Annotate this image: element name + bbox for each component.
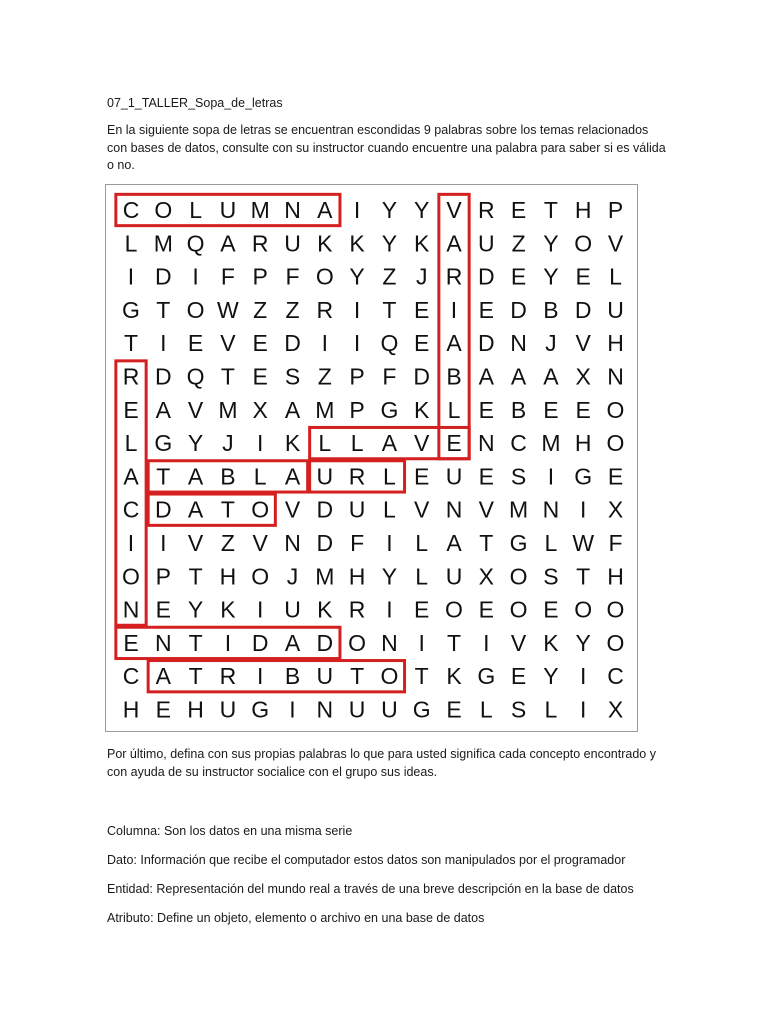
grid-letter: I (289, 696, 296, 723)
grid-letter: I (386, 596, 393, 623)
grid-letter: G (122, 296, 140, 323)
grid-letter: E (446, 430, 462, 457)
grid-letter: U (219, 197, 237, 223)
grid-letter: V (414, 496, 430, 523)
grid-letter: I (580, 496, 587, 523)
definition-term: Dato: (107, 853, 137, 867)
grid-letter: E (575, 396, 591, 423)
definition-term: Atributo: (107, 911, 154, 925)
grid-letter: N (316, 696, 334, 723)
grid-letter: T (414, 663, 429, 690)
grid-letter: R (348, 463, 366, 490)
grid-letter: E (478, 596, 494, 623)
grid-letter: A (123, 463, 139, 490)
grid-letter: J (286, 563, 299, 590)
grid-letter: Z (317, 363, 332, 390)
grid-letter: E (510, 663, 527, 690)
grid-letter: Y (575, 629, 591, 656)
grid-letter: Q (380, 330, 399, 357)
grid-letter: O (122, 563, 140, 590)
grid-letter: C (607, 663, 624, 690)
closing-paragraph: Por último, defina con sus propias palabras lo que para usted significa cada concepto encontrado y con ayuda de su instructor socialice con el grupo sus ideas. (107, 747, 656, 779)
grid-letter: K (446, 663, 462, 690)
grid-letter: E (510, 197, 527, 223)
grid-letter: H (574, 430, 592, 457)
grid-letter: O (509, 596, 528, 623)
definition-dato (107, 853, 625, 867)
grid-letter: I (321, 330, 328, 357)
grid-letter: J (415, 263, 428, 290)
grid-letter: V (575, 330, 591, 357)
grid-letter: M (509, 496, 529, 523)
grid-letter: T (576, 563, 591, 590)
grid-letter: Q (186, 363, 205, 390)
grid-letter: U (348, 696, 366, 723)
grid-letter: Y (543, 663, 559, 690)
grid-letter: U (477, 230, 495, 257)
grid-letter: E (123, 396, 139, 423)
grid-letter: E (478, 463, 494, 490)
grid-letter: L (544, 530, 558, 556)
grid-letter: D (316, 530, 334, 556)
grid-letter: A (284, 396, 301, 423)
grid-letter: O (445, 596, 463, 623)
grid-letter: B (543, 296, 559, 323)
grid-letter: U (284, 230, 301, 257)
grid-letter: I (547, 463, 555, 490)
grid-letter: I (386, 530, 393, 556)
grid-letter: E (414, 296, 430, 323)
grid-letter: L (350, 430, 364, 457)
grid-letter: L (318, 430, 332, 457)
grid-letter: N (607, 363, 624, 390)
grid-letter: A (446, 230, 462, 257)
grid-letter: C (122, 197, 140, 223)
grid-letter: I (224, 629, 232, 656)
grid-letter: G (380, 396, 399, 423)
grid-letter: Y (187, 596, 204, 623)
grid-letter: R (122, 363, 140, 390)
grid-letter: M (250, 197, 270, 223)
grid-letter: I (127, 530, 135, 556)
grid-letter: F (220, 263, 235, 290)
grid-letter: I (580, 696, 587, 723)
grid-letter: R (219, 663, 237, 690)
grid-letter: L (479, 696, 493, 723)
grid-letter: E (414, 596, 430, 623)
grid-letter: P (349, 363, 365, 390)
grid-letter: Y (187, 430, 204, 457)
grid-letter: E (478, 396, 494, 423)
grid-letter: I (353, 330, 361, 357)
grid-letter: S (284, 363, 301, 390)
grid-letter: N (510, 330, 527, 357)
grid-letter: L (124, 430, 138, 457)
grid-letter: L (124, 230, 138, 257)
grid-letter: I (257, 663, 264, 690)
grid-letter: I (418, 629, 425, 656)
grid-letter: D (574, 296, 592, 323)
grid-letter: D (477, 330, 495, 357)
grid-letter: D (154, 263, 172, 290)
grid-letter: A (317, 197, 333, 223)
grid-letter: T (543, 197, 558, 223)
grid-letter: U (607, 296, 624, 323)
grid-letter: O (251, 563, 270, 590)
grid-letter: A (446, 330, 462, 357)
definition-columna (107, 824, 352, 838)
grid-letter: E (155, 596, 171, 623)
grid-letter: E (446, 696, 462, 723)
grid-letter: U (316, 463, 334, 490)
grid-letter: O (348, 629, 367, 656)
grid-letter: Q (186, 230, 205, 257)
grid-letter: Z (253, 296, 268, 323)
grid-letter: E (543, 596, 559, 623)
grid-letter: T (220, 496, 235, 523)
grid-letter: Z (382, 263, 397, 290)
word-search-grid (105, 184, 638, 732)
grid-letter: T (156, 463, 171, 490)
grid-letter: W (217, 296, 239, 323)
definition-text: Información que recibe el computador estos datos son manipulados por el programador (136, 853, 626, 867)
grid-letter: B (284, 663, 301, 690)
grid-letter: F (350, 530, 365, 556)
grid-letter: U (348, 496, 366, 523)
definition-term: Columna: (107, 824, 161, 838)
grid-letter: O (251, 496, 270, 523)
grid-letter: I (580, 663, 587, 690)
grid-letter: K (317, 596, 333, 623)
grid-letter: H (607, 563, 624, 590)
grid-letter: L (383, 463, 396, 490)
document-title: 07_1_TALLER_Sopa_de_letras (107, 96, 283, 110)
definition-text: Representación del mundo real a través de una breve descripción en la base de datos (152, 882, 634, 896)
grid-letter: X (607, 696, 624, 723)
grid-letter: E (414, 330, 430, 357)
grid-letter: N (381, 629, 398, 656)
grid-letter: D (510, 296, 527, 323)
word-search-canvas (106, 185, 639, 733)
intro-paragraph: En la siguiente sopa de letras se encuentran escondidas 9 palabras sobre los temas relacionados con bases de datos, consulte con su instructor cuando encuentre una palabra para saber si es válida o no. (107, 123, 666, 172)
grid-letter: L (415, 563, 429, 590)
definition-atributo (107, 911, 484, 925)
grid-letter: V (220, 330, 236, 357)
grid-letter: X (252, 396, 268, 423)
grid-letter: S (510, 696, 527, 723)
grid-letter: E (607, 463, 624, 490)
grid-letter: O (380, 663, 399, 690)
grid-letter: U (381, 696, 398, 723)
grid-letter: T (220, 363, 235, 390)
grid-letter: N (542, 496, 560, 523)
grid-letter: N (445, 496, 463, 523)
grid-letter: G (574, 463, 593, 490)
grid-letter: D (413, 363, 431, 390)
grid-letter: I (160, 330, 167, 357)
grid-letter: A (510, 363, 527, 390)
grid-letter: O (606, 629, 625, 656)
grid-letter: S (543, 563, 559, 590)
grid-letter: A (478, 363, 494, 390)
grid-letter: N (154, 629, 172, 656)
grid-letter: N (477, 430, 495, 457)
grid-letter: O (509, 563, 528, 590)
grid-letter: T (188, 629, 203, 656)
grid-letter: E (187, 330, 204, 357)
grid-letter: A (381, 430, 398, 457)
grid-letter: G (251, 696, 270, 723)
grid-letter: V (414, 430, 430, 457)
grid-letter: B (510, 396, 527, 423)
grid-letter: R (251, 230, 269, 257)
grid-letter: I (353, 296, 361, 323)
grid-letter: H (122, 696, 140, 723)
grid-letter: Y (543, 230, 559, 257)
grid-letter: D (316, 629, 334, 656)
definition-entidad (107, 882, 634, 896)
grid-letter: U (284, 596, 301, 623)
grid-letter: O (154, 197, 173, 223)
grid-letter: A (543, 363, 559, 390)
grid-letter: T (382, 296, 397, 323)
definition-text: Define un objeto, elemento o archivo en una base de datos (153, 911, 485, 925)
grid-letter: A (284, 463, 301, 490)
grid-letter: G (412, 696, 431, 723)
grid-letter: W (572, 530, 595, 556)
grid-letter: O (186, 296, 205, 323)
grid-letter: Y (414, 197, 430, 223)
grid-letter: H (574, 197, 592, 223)
highlight-atributo (148, 661, 404, 692)
grid-letter: X (607, 496, 624, 523)
grid-letter: D (154, 363, 172, 390)
grid-letter: M (218, 396, 238, 423)
grid-letter: I (483, 629, 490, 656)
grid-letter: E (510, 263, 527, 290)
grid-letter: V (284, 496, 301, 523)
grid-letter: I (192, 263, 199, 290)
grid-letter: X (575, 363, 591, 390)
grid-letter: G (477, 663, 496, 690)
grid-letter: M (315, 396, 335, 423)
grid-letter: T (188, 663, 203, 690)
grid-letter: D (154, 496, 172, 523)
grid-letter: V (446, 197, 462, 223)
definition-text: Son los datos en una misma serie (160, 824, 353, 838)
grid-letter: L (609, 263, 622, 290)
grid-letter: I (353, 197, 361, 223)
grid-letter: E (155, 696, 171, 723)
grid-letter: N (122, 596, 140, 623)
grid-letter: E (478, 296, 494, 323)
grid-letter: C (510, 430, 527, 457)
grid-letter: F (285, 263, 300, 290)
grid-letter: R (477, 197, 495, 223)
grid-letter: A (284, 629, 301, 656)
grid-letter: K (349, 230, 365, 257)
grid-letter: M (153, 230, 173, 257)
grid-letter: L (383, 496, 396, 523)
grid-letter: Z (511, 230, 526, 257)
grid-letter: B (446, 363, 462, 390)
grid-letter: K (220, 596, 236, 623)
grid-letter: U (219, 696, 237, 723)
grid-letter: J (222, 430, 234, 457)
grid-letter: P (607, 197, 624, 223)
grid-letter: F (382, 363, 397, 390)
grid-letter: A (155, 663, 171, 690)
grid-letter: H (219, 563, 237, 590)
grid-letter: B (220, 463, 236, 490)
grid-letter: E (252, 363, 268, 390)
grid-letter: U (445, 563, 463, 590)
grid-letter: V (187, 396, 204, 423)
grid-letter: P (155, 563, 171, 590)
grid-letter: T (446, 629, 462, 656)
grid-letter: C (122, 663, 140, 690)
grid-letter: T (156, 296, 171, 323)
grid-letter: L (415, 530, 429, 556)
grid-letter: T (479, 530, 494, 556)
grid-letter: Y (381, 563, 398, 590)
grid-letter: H (607, 330, 624, 357)
grid-letter: F (608, 530, 623, 556)
grid-letter: V (607, 230, 624, 257)
grid-letter: D (477, 263, 495, 290)
grid-letter: O (574, 230, 593, 257)
grid-letter: L (447, 396, 461, 423)
grid-letter: I (160, 530, 167, 556)
grid-letter: M (541, 430, 561, 457)
grid-letter: R (445, 263, 463, 290)
grid-letter: R (348, 596, 366, 623)
grid-letter: C (122, 496, 140, 523)
grid-letter: Y (543, 263, 559, 290)
grid-letter: O (315, 263, 334, 290)
grid-letter: G (509, 530, 528, 556)
grid-letter: I (127, 263, 135, 290)
grid-letter: G (154, 430, 173, 457)
grid-letter: V (187, 530, 204, 556)
grid-letter: N (284, 530, 301, 556)
grid-letter: E (575, 263, 591, 290)
grid-letter: Z (220, 530, 235, 556)
grid-letter: P (252, 263, 268, 290)
grid-letter: H (348, 563, 366, 590)
grid-letter: V (252, 530, 268, 556)
grid-letter: J (545, 330, 557, 357)
grid-letter: S (510, 463, 527, 490)
grid-letter: D (284, 330, 301, 357)
grid-letter: A (220, 230, 236, 257)
grid-letter: T (188, 563, 203, 590)
grid-letter: E (414, 463, 430, 490)
grid-letter: L (544, 696, 558, 723)
grid-letter: A (187, 496, 204, 523)
grid-letter: O (574, 596, 593, 623)
grid-letter: A (187, 463, 204, 490)
grid-letter: A (155, 396, 171, 423)
grid-letter: E (543, 396, 559, 423)
grid-letter: Y (381, 197, 398, 223)
grid-letter: T (350, 663, 365, 690)
grid-letter: K (414, 396, 430, 423)
grid-letter: U (445, 463, 463, 490)
grid-letter: V (510, 629, 527, 656)
grid-letter: I (450, 296, 458, 323)
grid-letter: I (257, 596, 264, 623)
grid-letter: T (123, 330, 139, 357)
grid-letter: U (316, 663, 334, 690)
grid-letter: L (253, 463, 267, 490)
grid-letter: A (446, 530, 462, 556)
grid-letter: E (123, 629, 139, 656)
grid-letter: H (187, 696, 204, 723)
grid-letter: K (284, 430, 301, 457)
grid-letter: K (414, 230, 430, 257)
grid-letter: K (317, 230, 333, 257)
grid-letter: M (315, 563, 335, 590)
grid-letter: D (251, 629, 269, 656)
definition-term: Entidad: (107, 882, 153, 896)
grid-letter: I (257, 430, 264, 457)
grid-letter: Z (285, 296, 300, 323)
grid-letter: O (606, 396, 625, 423)
grid-letter: K (543, 629, 559, 656)
grid-letter: D (316, 496, 334, 523)
grid-letter: X (478, 563, 494, 590)
grid-letter: E (252, 330, 268, 357)
grid-letter: O (606, 596, 625, 623)
grid-letter: Y (381, 230, 398, 257)
grid-letter: P (349, 396, 365, 423)
grid-letter: V (478, 496, 494, 523)
grid-letter: O (606, 430, 625, 457)
grid-letter: R (316, 296, 334, 323)
grid-letter: Y (349, 263, 365, 290)
grid-letter: L (189, 197, 202, 223)
grid-letter: N (284, 197, 301, 223)
